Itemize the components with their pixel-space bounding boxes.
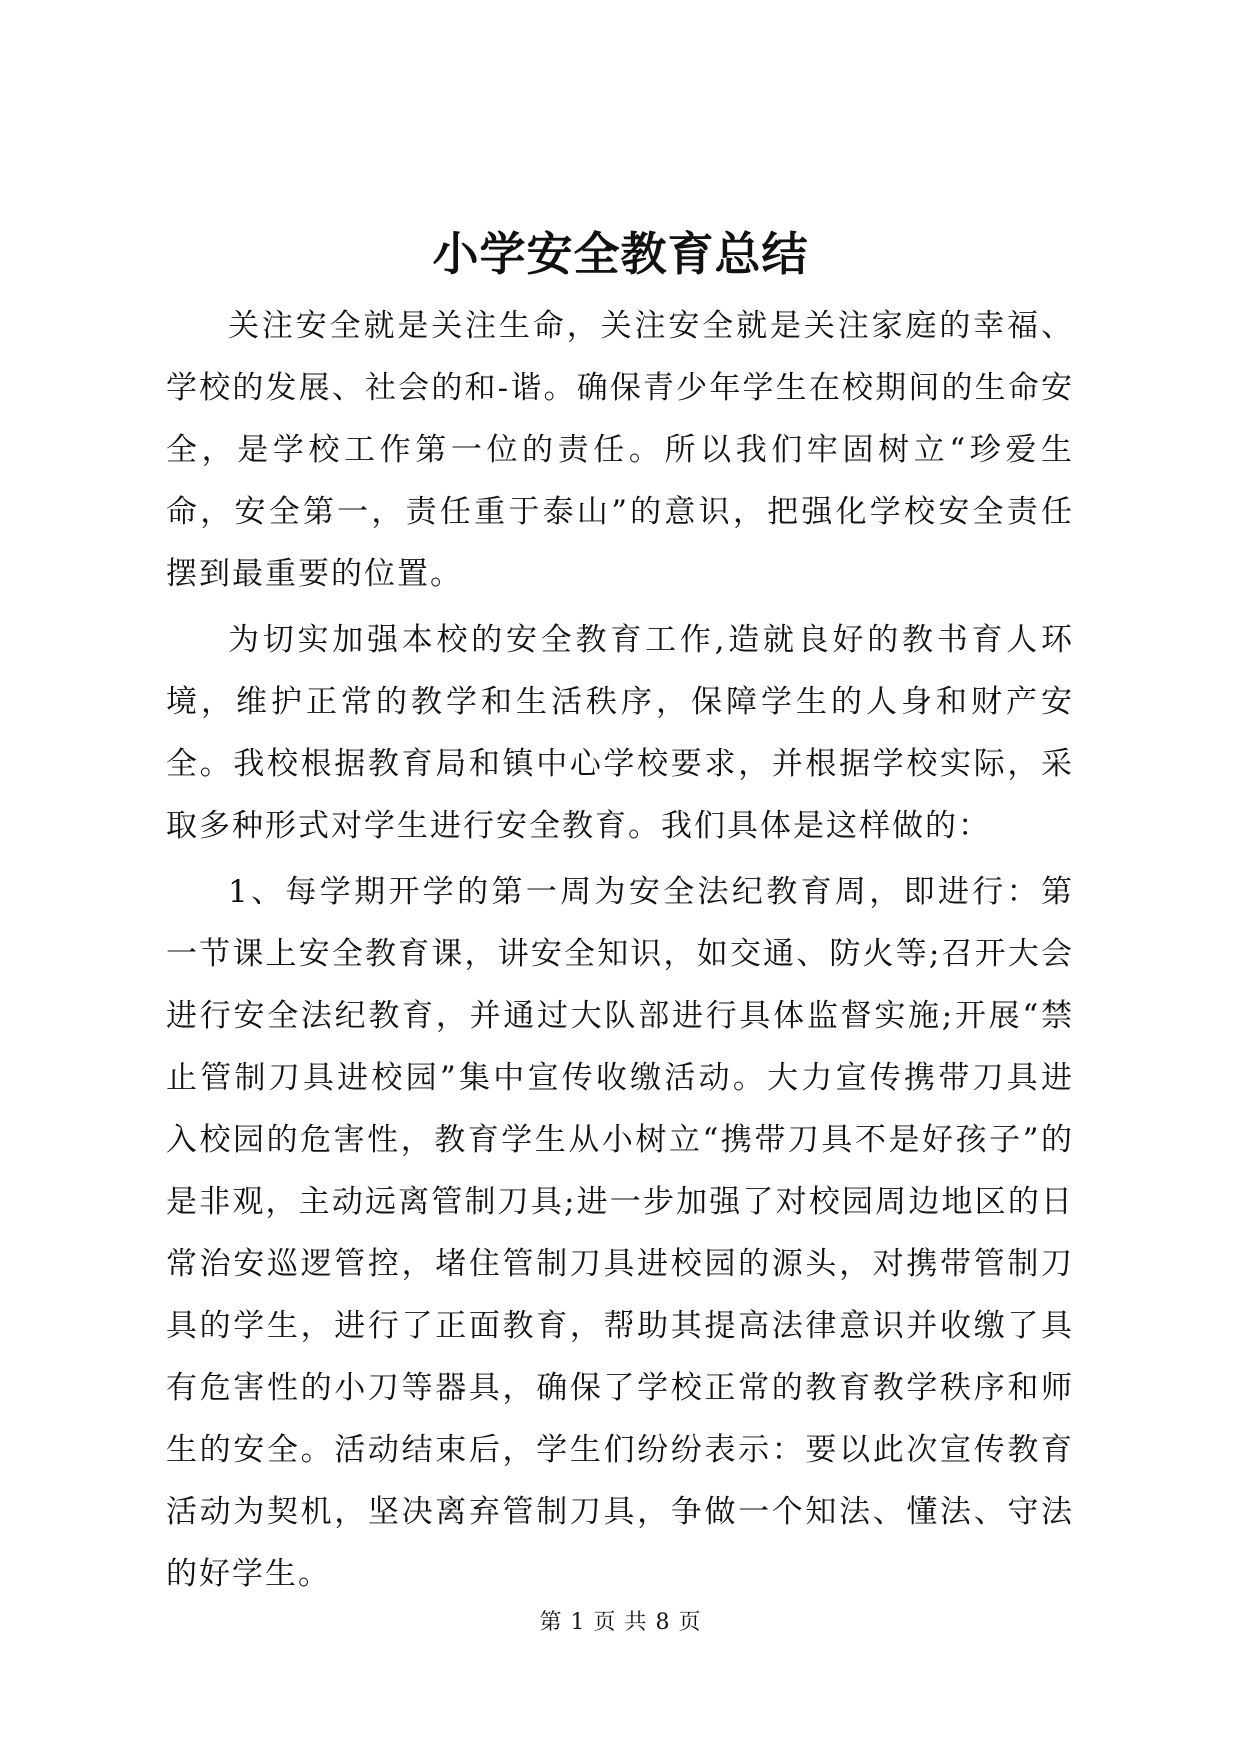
document-body bbox=[166, 295, 1074, 1609]
paragraph-2: 为切实加强本校的安全教育工作,造就良好的教书育人环境，维护正常的教学和生活秩序，保障学生的人身和财产安全。我校根据教育局和镇中心学校要求，并根据学校实际，采取多种形式对学生进行安全教育。我们具体是这样做的： bbox=[166, 622, 1074, 844]
paragraph-1: 关注安全就是关注生命，关注安全就是关注家庭的幸福、学校的发展、社会的和-谐。确保青少年学生在校期间的生命安全，是学校工作第一位的责任。所以我们牢固树立“珍爱生命，安全第一，责任重于泰山”的意识，把强化学校安全责任摆到最重要的位置。 bbox=[166, 308, 1074, 592]
page-number-footer: 第 1 页 共 8 页 bbox=[539, 1610, 702, 1635]
document-title: 小学安全教育总结 bbox=[432, 227, 809, 281]
paragraph-3: 1、每学期开学的第一周为安全法纪教育周，即进行：第一节课上安全教育课，讲安全知识，如交通、防火等;召开大会进行安全法纪教育，并通过大队部进行具体监督实施;开展“禁止管制刀具进校园”集中宣传收缴活动。大力宣传携带刀具进入校园的危害性，教育学生从小树立“携带刀具不是好孩子”的是非观，主动远离管制刀具;进一步加强了对校园周边地区的日常治安巡逻管控，堵住管制刀具进校园的源头，对携带管制刀具的学生，进行了正面教育，帮助其提高法律意识并收缴了具有危害性的小刀等器具，确保了学校正常的教育教学秩序和师生的安全。活动结束后，学生们纷纷表示：要以此次宣传教育活动为契机，坚决离弃管制刀具，争做一个知法、懂法、守法的好学生。 bbox=[166, 874, 1074, 1592]
